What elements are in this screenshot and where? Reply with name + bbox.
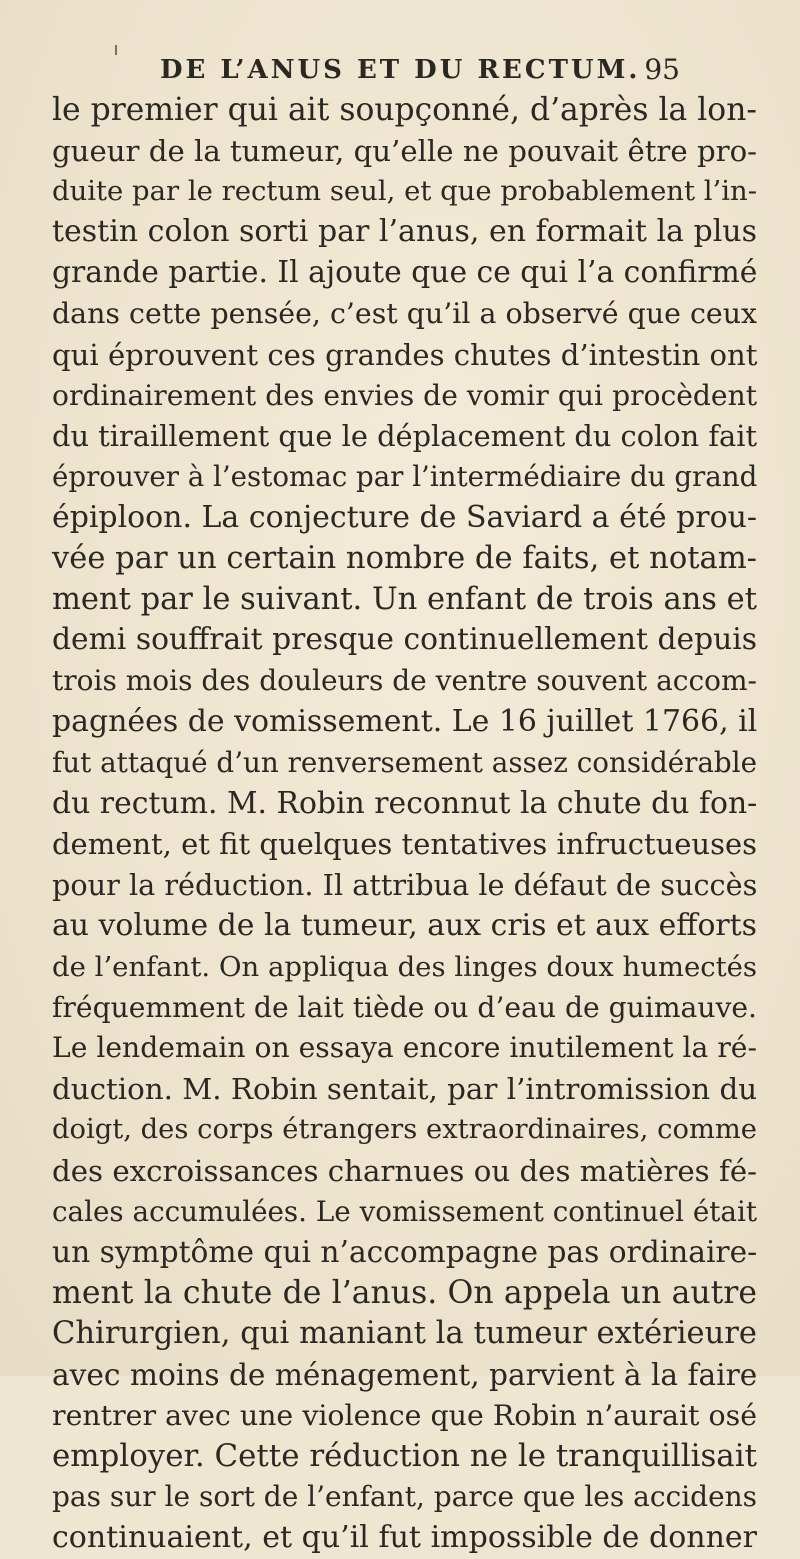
text-line: continuaient, et qu’il fut impossible de donner [52, 1519, 757, 1555]
running-head: DE L’ANUS ET DU RECTUM. [160, 55, 641, 85]
text-line: duction. M. Robin sentait, par l’intromission du [52, 1072, 758, 1107]
text-line: des excroissances charnues ou des matières fé- [52, 1153, 758, 1188]
text-line: rentrer avec une violence que Robin n’aurait osé [52, 1398, 757, 1432]
text-line: pas sur le sort de l’enfant, parce que les accidens [52, 1480, 758, 1514]
text-line: fut attaqué d’un renversement assez considérable [52, 745, 757, 779]
text-line: doigt, des corps étrangers extraordinaires, comme [52, 1113, 757, 1145]
text-line: du tiraillement que le déplacement du colon fait [52, 419, 758, 454]
text-line: pagnées de vomissement. Le 16 juillet 1766, il [52, 703, 758, 739]
text-line: gueur de la tumeur, qu’elle ne pouvait être pro- [52, 133, 757, 168]
page-header [160, 50, 680, 90]
text-line: Chirurgien, qui maniant la tumeur extérieure [52, 1315, 757, 1351]
text-line: au volume de la tumeur, aux cris et aux efforts [52, 907, 757, 943]
text-line: cales accumulées. Le vomissement continuel était [52, 1194, 757, 1228]
text-line: testin colon sorti par l’anus, en formait la plus [52, 214, 757, 250]
text-line: épiploon. La conjecture de Saviard a été prou- [52, 499, 757, 535]
text-line: de l’enfant. On appliqua des linges doux humectés [52, 950, 757, 983]
text-line: ment la chute de l’anus. On appela un autre [52, 1275, 757, 1312]
text-line: dement, et fit quelques tentatives infructueuses [52, 827, 757, 862]
text-line: employer. Cette réduction ne le tranquillisait [52, 1438, 757, 1475]
text-line: du rectum. M. Robin reconnut la chute du fon- [52, 785, 758, 821]
body-text [52, 90, 757, 1559]
text-line: un symptôme qui n’accompagne pas ordinaire- [52, 1234, 758, 1270]
text-line: grande partie. Il ajoute que ce qui l’a confirmé [52, 255, 758, 291]
text-line: dans cette pensée, c’est qu’il a observé que ceux [52, 296, 757, 330]
text-line: ordinairement des envies de vomir qui procèdent [52, 378, 757, 412]
text-line: le premier qui ait soupçonné, d’après la lon- [52, 92, 757, 128]
text-line: qui éprouvent ces grandes chutes d’intestin ont [52, 337, 758, 372]
text-line: trois mois des douleurs de ventre souvent accom- [52, 664, 757, 698]
text-line: duite par le rectum seul, et que probablement l’in- [52, 175, 757, 207]
text-line: vée par un certain nombre de faits, et notam- [52, 540, 757, 576]
text-line: avec moins de ménagement, parvient à la faire [52, 1357, 758, 1392]
page-number: 95 [644, 53, 680, 86]
text-line: demi souffrait presque continuellement depuis [52, 622, 757, 658]
text-line: éprouver à l’estomac par l’intermédiaire du grand [52, 460, 758, 494]
text-line: pour la réduction. Il attribua le défaut de succès [52, 868, 758, 903]
ink-speck [115, 45, 117, 55]
text-line: fréquemment de lait tiède ou d’eau de guimauve. [52, 990, 758, 1024]
text-line: Le lendemain on essaya encore inutilement la ré- [52, 1031, 757, 1065]
text-line: ment par le suivant. Un enfant de trois ans et [52, 581, 757, 617]
